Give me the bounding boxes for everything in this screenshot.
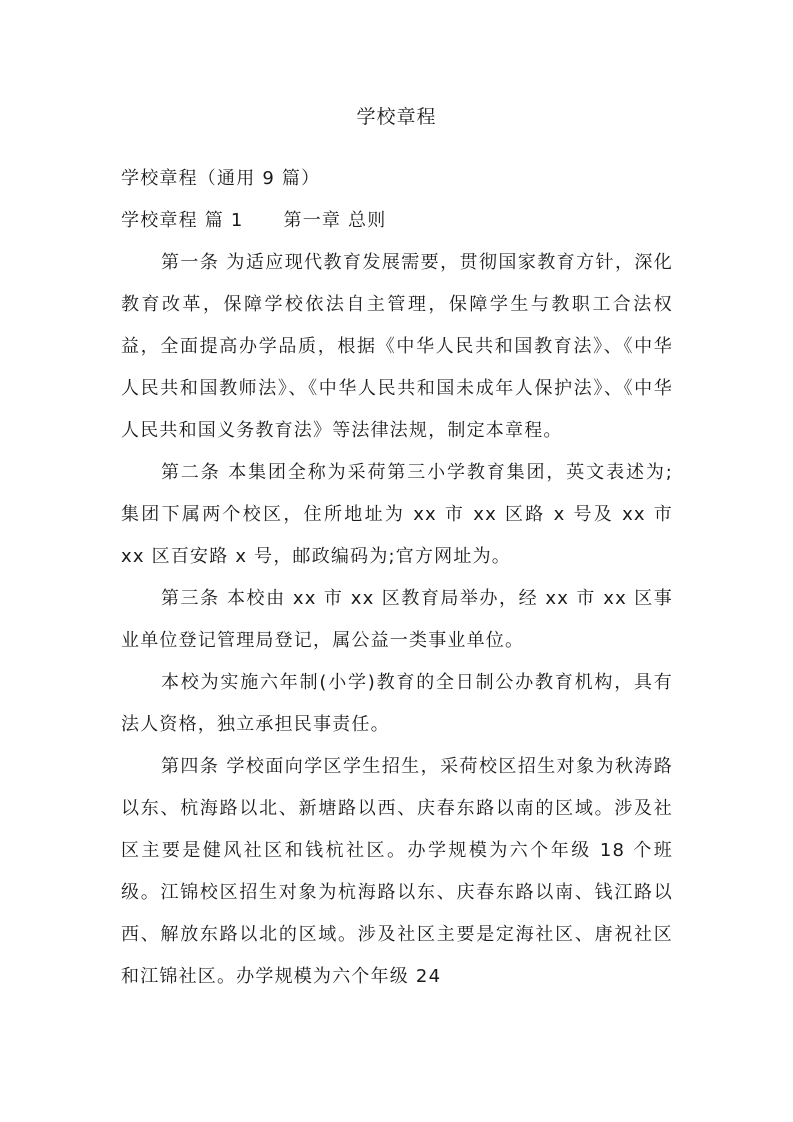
document-title: 学校章程: [356, 106, 437, 128]
article-1-paragraph: 第一条 为适应现代教育发展需要，贯彻国家教育方针，深化教育改革，保障学校依法自主管理，保障学生与教职工合法权益，全面提高办学品质，根据《中华人民共和国教育法》、《中华人民共和国教师法》、《中华人民共和国未成年人保护法》、《中华人民共和国义务教育法》等法律法规，制定本章程。: [121, 252, 673, 441]
chapter-label: 第一章 总则: [283, 210, 387, 231]
part-label: 学校章程 篇 1: [121, 210, 244, 231]
document-body: [121, 158, 673, 998]
article-4-paragraph: 第四条 学校面向学区学生招生，采荷校区招生对象为秋涛路以东、杭海路以北、新塘路以西、庆春东路以南的区域。涉及社区主要是健风社区和钱杭社区。办学规模为六个年级 18 个班级。江锦校区招生对象为杭海路以东、庆春东路以南、钱江路以西、解放东路以北的区域。涉及社区主要是定海社区、唐祝社区和江锦社区。办学规模为六个年级 24: [121, 756, 673, 987]
chapter-heading: [121, 200, 673, 242]
article-3-paragraph: 第三条 本校由 xx 市 xx 区教育局举办，经 xx 市 xx 区事业单位登记管理局登记，属公益一类事业单位。: [121, 588, 673, 651]
article-2-paragraph: 第二条 本集团全称为采荷第三小学教育集团，英文表述为;集团下属两个校区，住所地址为 xx 市 xx 区路 x 号及 xx 市 xx 区百安路 x 号，邮政编码为;官方网址为。: [121, 462, 673, 567]
document-subtitle: 学校章程（通用 9 篇）: [121, 168, 321, 189]
school-nature-paragraph: 本校为实施六年制(小学)教育的全日制公办教育机构，具有法人资格，独立承担民事责任。: [121, 672, 673, 735]
